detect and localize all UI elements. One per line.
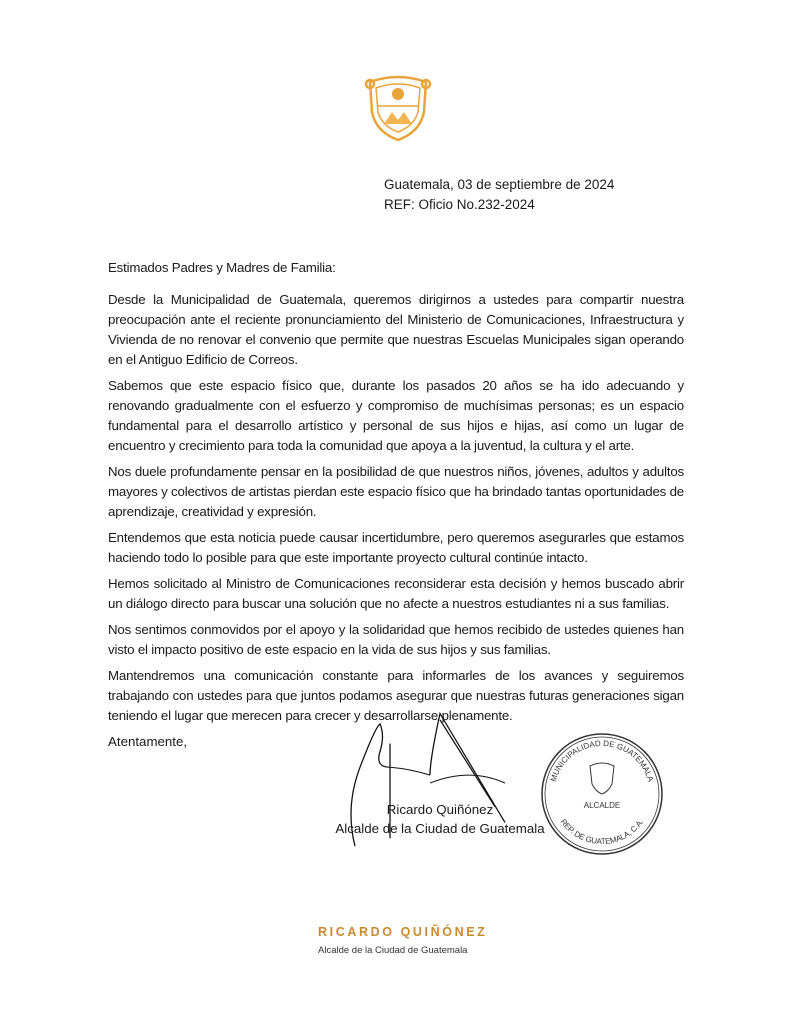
paragraph: Mantendremos una comunicación constante para informarles de los avances y seguiremos trabajando con ustedes para que juntos podamos asegurar que nuestras futuras generaciones sigan teniendo el lugar que merecen para crecer y desarrollarse plenamente. [108,668,684,723]
letterhead-footer [318,925,487,956]
footer-name: RICARDO QUIÑÓNEZ [318,925,488,939]
paragraph: Sabemos que este espacio físico que, durante los pasados 20 años se ha ido adecuando y renovando gradualmente con el esfuerzo y compromiso de muchísimas personas; es un espacio fundamental para el desarrollo artístico y personal de sus hijos e hijas, así como un lugar de encuentro y crecimiento para toda la comunidad que apoya a la juventud, la cultura y el arte. [108,378,684,453]
signer-title: Alcalde de la Ciudad de Guatemala [335,821,545,836]
signer-name: Ricardo Quiñónez [386,802,494,817]
svg-text:REP. DE GUATEMALA, C.A.: REP. DE GUATEMALA, C.A. [558,817,646,847]
paragraph: Desde la Municipalidad de Guatemala, queremos dirigirnos a ustedes para compartir nuestra preocupación ante el reciente pronunciamiento del Ministerio de Comunicaciones, Infraestructura y Vivienda de no renovar el convenio que permite que nuestras Escuelas Municipales sigan operando en el Antiguo Edificio de Correos. [108,292,684,367]
svg-text:MUNICIPALIDAD DE GUATEMALA: MUNICIPALIDAD DE GUATEMALA [548,738,656,783]
reference-number: REF: Oficio No.232-2024 [384,197,535,212]
paragraph: Nos duele profundamente pensar en la posibilidad de que nuestros niños, jóvenes, adultos y adultos mayores y colectivos de artistas pierdan este espacio físico que ha brindado tantas oportunidades de aprendizaje, creatividad y expresión. [108,464,684,519]
salutation: Estimados Padres y Madres de Familia: [108,260,336,275]
letter-header [384,175,614,215]
signature-area [108,732,684,862]
footer-role: Alcalde de la Ciudad de Guatemala [318,945,468,956]
signer-block [330,800,550,838]
closing: Atentamente, [108,734,188,749]
svg-text:ALCALDE: ALCALDE [583,801,621,810]
official-seal-stamp [540,732,664,856]
coat-of-arms-logo [362,68,434,144]
paragraph: Nos sentimos conmovidos por el apoyo y la solidaridad que hemos recibido de ustedes quienes han visto el impacto positivo de este espacio en la vida de sus hijos y sus familias. [108,622,684,657]
handwritten-signature [340,712,540,862]
letter-body [108,258,684,726]
paragraph: Entendemos que esta noticia puede causar incertidumbre, pero queremos asegurarles que estamos haciendo todo lo posible para que este importante proyecto cultural continúe intacto. [108,530,684,565]
letter-content [108,258,684,862]
place-date: Guatemala, 03 de septiembre de 2024 [384,177,615,192]
paragraph: Hemos solicitado al Ministro de Comunicaciones reconsiderar esta decisión y hemos buscado abrir un diálogo directo para buscar una solución que no afecte a nuestros estudiantes ni a sus familias. [108,576,684,611]
